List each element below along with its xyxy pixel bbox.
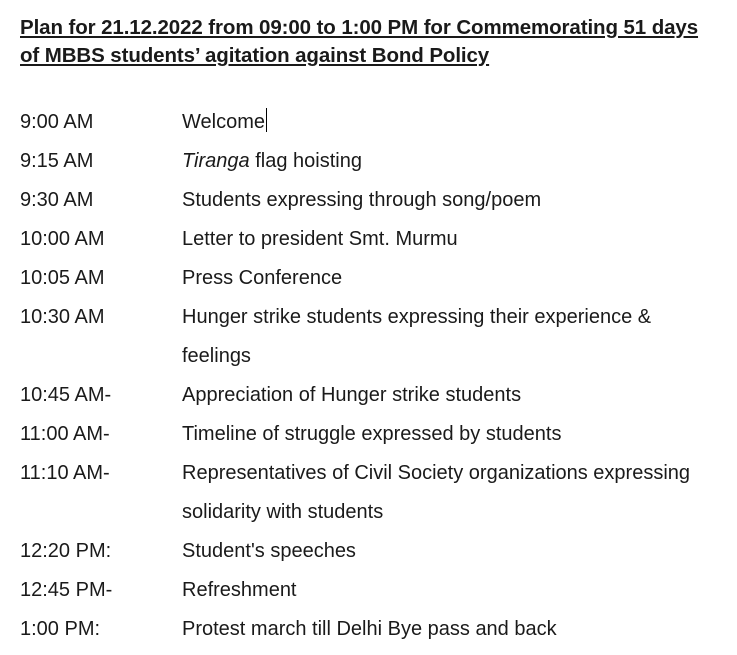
text-cursor	[266, 108, 267, 132]
schedule-activity: Letter to president Smt. Murmu	[182, 228, 458, 250]
schedule-time: 9:30 AM	[20, 189, 94, 211]
schedule-activity: Protest march till Delhi Bye pass and back	[182, 618, 557, 640]
schedule-time: 11:10 AM-	[20, 462, 110, 484]
schedule-time: 10:05 AM	[20, 267, 105, 289]
schedule-time: 9:00 AM	[20, 111, 94, 133]
schedule-activity-text: Welcome	[182, 111, 265, 133]
schedule-activity: Appreciation of Hunger strike students	[182, 384, 522, 406]
schedule-time: 1:00 PM:	[20, 618, 101, 640]
schedule-row	[20, 454, 721, 532]
schedule-activity-text: flag hoisting	[249, 150, 362, 172]
schedule-list	[20, 103, 721, 649]
schedule-row	[20, 415, 721, 454]
schedule-activity: Student's speeches	[182, 540, 356, 562]
schedule-row	[20, 142, 721, 181]
schedule-row	[20, 103, 721, 142]
schedule-row	[20, 532, 721, 571]
schedule-row	[20, 298, 721, 376]
schedule-row	[20, 259, 721, 298]
schedule-row	[20, 610, 721, 649]
schedule-time: 12:20 PM:	[20, 540, 112, 562]
schedule-time: 12:45 PM-	[20, 579, 113, 601]
schedule-time: 10:30 AM	[20, 306, 105, 328]
schedule-time: 9:15 AM	[20, 150, 94, 172]
schedule-time: 10:45 AM-	[20, 384, 112, 406]
schedule-activity: Representatives of Civil Society organizations expressing solidarity with students	[182, 462, 691, 523]
schedule-activity[interactable]	[182, 103, 721, 142]
schedule-row	[20, 220, 721, 259]
schedule-activity: Timeline of struggle expressed by students	[182, 423, 562, 445]
schedule-row	[20, 181, 721, 220]
schedule-activity: Press Conference	[182, 267, 343, 289]
schedule-activity	[182, 142, 721, 181]
schedule-row	[20, 376, 721, 415]
schedule-activity: Refreshment	[182, 579, 297, 601]
schedule-activity-italic-text: Tiranga	[182, 150, 250, 172]
page-title: Plan for 21.12.2022 from 09:00 to 1:00 PM for Commemorating 51 days of MBBS students’ agitation against Bond Policy	[20, 16, 699, 67]
schedule-time: 10:00 AM	[20, 228, 105, 250]
schedule-row	[20, 571, 721, 610]
schedule-activity: Hunger strike students expressing their experience & feelings	[182, 306, 652, 367]
schedule-activity: Students expressing through song/poem	[182, 189, 542, 211]
schedule-time: 11:00 AM-	[20, 423, 110, 445]
